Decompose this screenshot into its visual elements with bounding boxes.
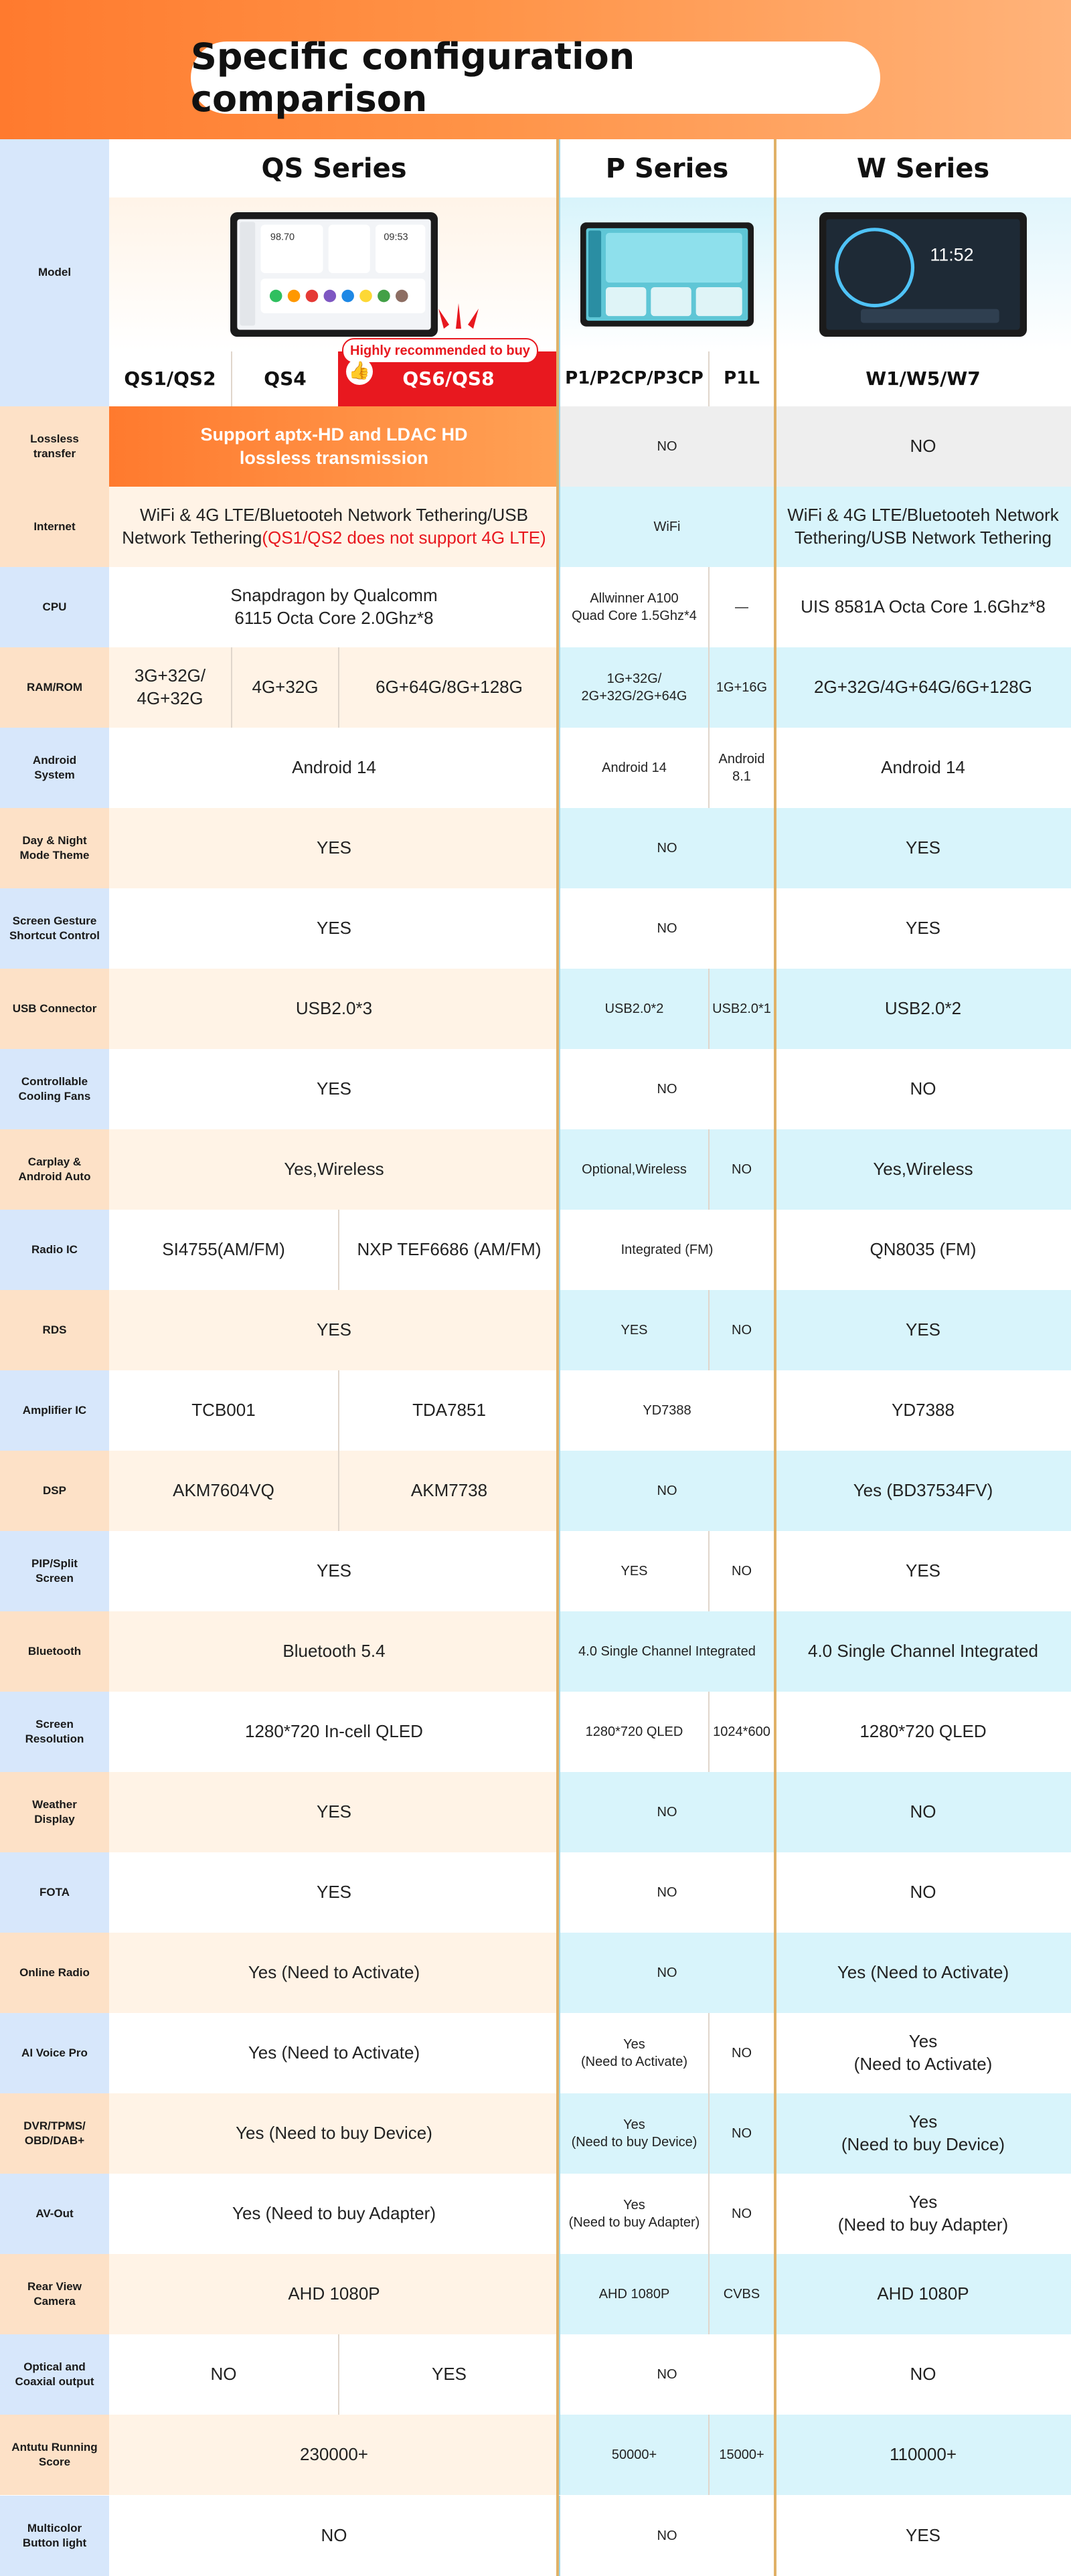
submodel-qs4: QS4 xyxy=(231,351,338,406)
w-fota: NO xyxy=(774,1852,1071,1933)
row-label-ram: RAM/ROM xyxy=(0,647,109,728)
qs-optical-a: NO xyxy=(109,2334,338,2415)
row-label-online: Online Radio xyxy=(0,1933,109,2013)
p-daynight: NO xyxy=(559,808,774,888)
w-internet: WiFi & 4G LTE/Bluetooteh Network Tethering/USB Network Tethering xyxy=(774,487,1071,567)
row-label-rds: RDS xyxy=(0,1290,109,1370)
p-dvr: Yes (Need to buy Device) xyxy=(559,2093,708,2174)
p-avout: Yes (Need to buy Adapter) xyxy=(559,2174,708,2254)
qs1-ram: 3G+32G/ 4G+32G xyxy=(109,647,231,728)
qs-internet-note: (QS1/QS2 does not support 4G LTE) xyxy=(262,528,546,548)
p-lossless: NO xyxy=(559,406,774,487)
qs-series-header: QS Series xyxy=(109,139,559,197)
row-label-gesture: Screen Gesture Shortcut Control xyxy=(0,888,109,969)
p-res: 1280*720 QLED xyxy=(559,1692,708,1772)
submodel-qs6-qs8 xyxy=(338,343,559,406)
qs-dsp-b: AKM7738 xyxy=(338,1451,559,1531)
row-label-fota: FOTA xyxy=(0,1852,109,1933)
p-amp: YD7388 xyxy=(559,1370,774,1451)
qs-usb: USB2.0*3 xyxy=(109,969,559,1049)
p-button: NO xyxy=(559,2496,774,2576)
w-series-header: W Series xyxy=(774,139,1071,197)
w-rds: YES xyxy=(774,1290,1071,1370)
w-amp: YD7388 xyxy=(774,1370,1071,1451)
p-cpu: Allwinner A100 Quad Core 1.5Ghz*4 xyxy=(559,567,708,647)
w-dsp: Yes (BD37534FV) xyxy=(774,1451,1071,1531)
w-device-time: 11:52 xyxy=(930,244,974,265)
p-series-header: P Series xyxy=(559,139,774,197)
p-fans: NO xyxy=(559,1049,774,1129)
w-android: Android 14 xyxy=(774,728,1071,808)
row-label-weather: Weather Display xyxy=(0,1772,109,1852)
w-daynight: YES xyxy=(774,808,1071,888)
qs-optical-b: YES xyxy=(338,2334,559,2415)
comparison-table xyxy=(0,139,1071,2576)
w-radio: QN8035 (FM) xyxy=(774,1210,1071,1290)
row-label-antutu: Antutu Running Score xyxy=(0,2415,109,2495)
submodel-qs1-qs2: QS1/QS2 xyxy=(109,351,231,406)
p1l-dvr: NO xyxy=(708,2093,774,2174)
qs-internet-text: WiFi & 4G LTE/Bluetooteh Network Tethering/USB Network Tethering xyxy=(122,505,528,548)
p1l-camera: CVBS xyxy=(708,2254,774,2334)
submodel-w: W1/W5/W7 xyxy=(774,351,1071,406)
qs-amp-b: TDA7851 xyxy=(338,1370,559,1451)
qs-gesture: YES xyxy=(109,888,559,969)
qs6-ram: 6G+64G/8G+128G xyxy=(338,647,559,728)
qs-device-freq: 98.70 xyxy=(270,232,295,243)
row-label-optical: Optical and Coaxial output xyxy=(0,2334,109,2415)
qs-lossless: Support aptx-HD and LDAC HD lossless transmission xyxy=(109,406,559,487)
p-dsp: NO xyxy=(559,1451,774,1531)
qs-button: NO xyxy=(109,2496,559,2576)
w-lossless: NO xyxy=(774,406,1071,487)
p-fota: NO xyxy=(559,1852,774,1933)
p1l-ram: 1G+16G xyxy=(708,647,774,728)
w-weather: NO xyxy=(774,1772,1071,1852)
p1l-cpu: — xyxy=(708,567,774,647)
qs-camera: AHD 1080P xyxy=(109,2254,559,2334)
w-device-image xyxy=(774,197,1071,351)
w-antutu: 110000+ xyxy=(774,2415,1071,2495)
qs-fota: YES xyxy=(109,1852,559,1933)
qs-p-divider xyxy=(556,139,559,2576)
submodel-qs6-qs8-label: QS6/QS8 xyxy=(402,367,495,390)
row-label-pip: PIP/Split Screen xyxy=(0,1531,109,1611)
row-button-light xyxy=(0,2496,1071,2576)
p-w-divider xyxy=(774,139,776,2576)
p-rds: YES xyxy=(559,1290,708,1370)
qs-dsp-a: AKM7604VQ xyxy=(109,1451,338,1531)
p-carplay: Optional,Wireless xyxy=(559,1129,708,1210)
submodel-p1l: P1L xyxy=(708,351,774,406)
row-label-usb: USB Connector xyxy=(0,969,109,1049)
w-carplay: Yes,Wireless xyxy=(774,1129,1071,1210)
qs-voice: Yes (Need to Activate) xyxy=(109,2013,559,2093)
w-fans: NO xyxy=(774,1049,1071,1129)
row-label-avout: AV-Out xyxy=(0,2174,109,2254)
qs-radio-a: SI4755(AM/FM) xyxy=(109,1210,338,1290)
w-camera: AHD 1080P xyxy=(774,2254,1071,2334)
qs-rds: YES xyxy=(109,1290,559,1370)
row-label-dvr: DVR/TPMS/ OBD/DAB+ xyxy=(0,2093,109,2174)
p-ram: 1G+32G/ 2G+32G/2G+64G xyxy=(559,647,708,728)
qs-avout: Yes (Need to buy Adapter) xyxy=(109,2174,559,2254)
row-label-carplay: Carplay & Android Auto xyxy=(0,1129,109,1210)
w-button: YES xyxy=(774,2496,1071,2576)
row-label-lossless: Lossless transfer xyxy=(0,406,109,487)
p-radio: Integrated (FM) xyxy=(559,1210,774,1290)
qs-res: 1280*720 In-cell QLED xyxy=(109,1692,559,1772)
qs4-ram: 4G+32G xyxy=(231,647,338,728)
p-voice: Yes (Need to Activate) xyxy=(559,2013,708,2093)
qs-android: Android 14 xyxy=(109,728,559,808)
p1l-pip: NO xyxy=(708,1531,774,1611)
thumbs-up-icon: 👍 xyxy=(346,358,373,385)
p1l-res: 1024*600 xyxy=(708,1692,774,1772)
recommend-badge: Highly recommended to buy xyxy=(342,338,538,364)
qs-pip: YES xyxy=(109,1531,559,1611)
p-internet: WiFi xyxy=(559,487,774,567)
w-dvr: Yes (Need to buy Device) xyxy=(774,2093,1071,2174)
title-banner xyxy=(0,0,1071,139)
w-voice: Yes (Need to Activate) xyxy=(774,2013,1071,2093)
p-camera: AHD 1080P xyxy=(559,2254,708,2334)
w-bt: 4.0 Single Channel Integrated xyxy=(774,1611,1071,1692)
qs-carplay: Yes,Wireless xyxy=(109,1129,559,1210)
p-device-image xyxy=(559,197,774,351)
row-label-camera: Rear View Camera xyxy=(0,2254,109,2334)
qs-radio-b: NXP TEF6686 (AM/FM) xyxy=(338,1210,559,1290)
p-android: Android 14 xyxy=(559,728,708,808)
row-label-button: Multicolor Button light xyxy=(0,2496,109,2576)
w-avout: Yes (Need to buy Adapter) xyxy=(774,2174,1071,2254)
p1l-avout: NO xyxy=(708,2174,774,2254)
row-label-internet: Internet xyxy=(0,487,109,567)
row-label-amp: Amplifier IC xyxy=(0,1370,109,1451)
row-label-voice: AI Voice Pro xyxy=(0,2013,109,2093)
p1l-voice: NO xyxy=(708,2013,774,2093)
qs-dvr: Yes (Need to buy Device) xyxy=(109,2093,559,2174)
p1l-rds: NO xyxy=(708,1290,774,1370)
title-pill xyxy=(191,35,880,120)
qs-bt: Bluetooth 5.4 xyxy=(109,1611,559,1692)
row-label-cpu: CPU xyxy=(0,567,109,647)
qs-amp-a: TCB001 xyxy=(109,1370,338,1451)
qs-online: Yes (Need to Activate) xyxy=(109,1933,559,2013)
row-label-daynight: Day & Night Mode Theme xyxy=(0,808,109,888)
model-label: Model xyxy=(0,139,109,406)
w-gesture: YES xyxy=(774,888,1071,969)
qs-internet xyxy=(109,487,559,567)
w-optical: NO xyxy=(774,2334,1071,2415)
p1l-antutu: 15000+ xyxy=(708,2415,774,2495)
p-antutu: 50000+ xyxy=(559,2415,708,2495)
p-online: NO xyxy=(559,1933,774,2013)
p-pip: YES xyxy=(559,1531,708,1611)
p-bt: 4.0 Single Channel Integrated xyxy=(559,1611,774,1692)
w-res: 1280*720 QLED xyxy=(774,1692,1071,1772)
p-usb: USB2.0*2 xyxy=(559,969,708,1049)
row-label-radio: Radio IC xyxy=(0,1210,109,1290)
submodel-p1: P1/P2CP/P3CP xyxy=(559,351,708,406)
p1l-carplay: NO xyxy=(708,1129,774,1210)
w-head-unit-icon xyxy=(795,212,1051,337)
w-cpu: UIS 8581A Octa Core 1.6Ghz*8 xyxy=(774,567,1071,647)
p1l-android: Android 8.1 xyxy=(708,728,774,808)
row-label-android: Android System xyxy=(0,728,109,808)
p-gesture: NO xyxy=(559,888,774,969)
qs-daynight: YES xyxy=(109,808,559,888)
p1l-usb: USB2.0*1 xyxy=(708,969,774,1049)
qs-device-time: 09:53 xyxy=(384,232,408,243)
row-label-bt: Bluetooth xyxy=(0,1611,109,1692)
row-label-fans: Controllable Cooling Fans xyxy=(0,1049,109,1129)
p-optical: NO xyxy=(559,2334,774,2415)
qs-cpu: Snapdragon by Qualcomm 6115 Octa Core 2.0Ghz*8 xyxy=(109,567,559,647)
burst-icon xyxy=(438,303,479,330)
qs-fans: YES xyxy=(109,1049,559,1129)
row-label-dsp: DSP xyxy=(0,1451,109,1531)
qs-antutu: 230000+ xyxy=(109,2415,559,2495)
p-head-unit-icon xyxy=(580,212,754,337)
p-weather: NO xyxy=(559,1772,774,1852)
page-title: Specific configuration comparison xyxy=(191,35,635,120)
qs-weather: YES xyxy=(109,1772,559,1852)
w-ram: 2G+32G/4G+64G/6G+128G xyxy=(774,647,1071,728)
qs-device-image xyxy=(109,197,559,351)
w-usb: USB2.0*2 xyxy=(774,969,1071,1049)
w-online: Yes (Need to Activate) xyxy=(774,1933,1071,2013)
w-pip: YES xyxy=(774,1531,1071,1611)
row-label-res: Screen Resolution xyxy=(0,1692,109,1772)
